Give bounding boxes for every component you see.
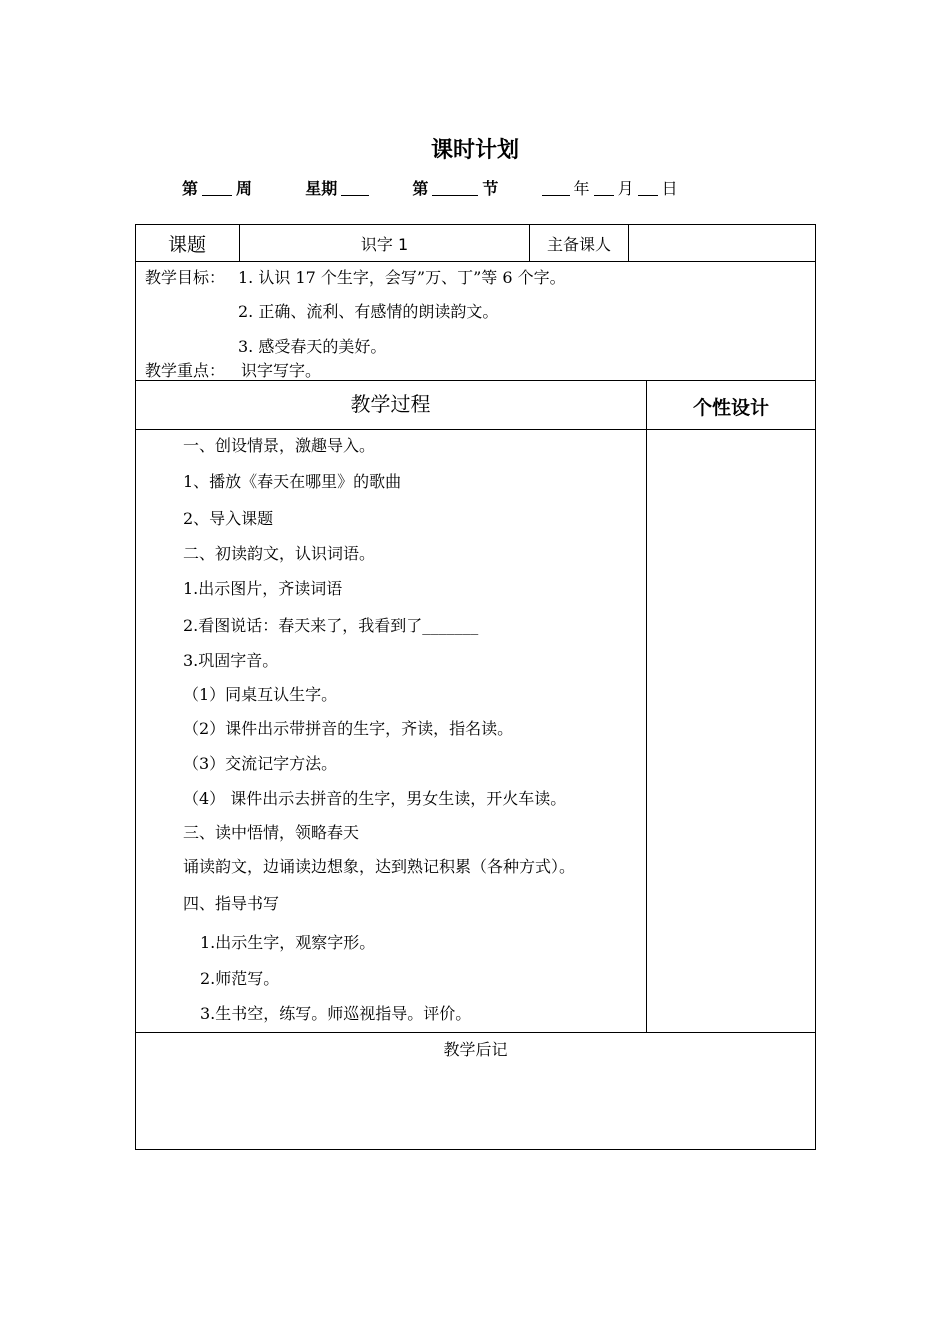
personal-design-header: 个性设计	[692, 397, 769, 419]
process-line: 3.生书空，练写。师巡视指导。评价。	[200, 1004, 472, 1023]
year-label: 年	[573, 179, 590, 198]
year-blank[interactable]	[542, 179, 570, 196]
process-line: 1.出示图片，齐读词语	[183, 579, 343, 598]
month-label: 月	[617, 179, 634, 198]
process-line: 2、导入课题	[183, 509, 274, 528]
process-line: 一、创设情景，激趣导入。	[183, 436, 376, 455]
month-blank[interactable]	[594, 179, 614, 196]
weekday-blank[interactable]	[341, 179, 369, 196]
process-line: （1）同桌互认生字。	[183, 685, 338, 704]
day-label: 日	[661, 179, 678, 198]
process-line: 二、初读韵文，认识词语。	[183, 544, 376, 563]
objectives-label: 教学目标：	[145, 268, 226, 287]
objective-item: 3. 感受春天的美好。	[238, 337, 387, 356]
week-suffix: 周	[236, 179, 253, 198]
topic-label: 课题	[167, 234, 206, 256]
process-line: 2.师范写。	[200, 969, 280, 988]
process-line: （2）课件出示带拼音的生字，齐读，指名读。	[183, 719, 514, 738]
process-line: 诵读韵文，边诵读边想象，达到熟记积累（各种方式）。	[183, 857, 576, 876]
process-line: 3.巩固字音。	[183, 651, 279, 670]
process-line: 1.出示生字，观察字形。	[200, 933, 376, 952]
topic-value[interactable]: 识字 1	[360, 235, 409, 254]
process-line: （3）交流记字方法。	[183, 754, 338, 773]
objective-item: 1. 认识 17 个生字，会写”万、丁”等 6 个字。	[238, 268, 566, 287]
process-line: 1、播放《春天在哪里》的歌曲	[183, 472, 402, 491]
process-line: 2.看图说话：春天来了，我看到了_______	[183, 616, 479, 635]
process-line: 四、指导书写	[183, 894, 280, 913]
date-line	[182, 176, 682, 199]
week-blank[interactable]	[202, 179, 232, 196]
day-blank[interactable]	[638, 179, 658, 196]
period-prefix: 第	[412, 179, 429, 198]
period-blank[interactable]	[432, 179, 478, 196]
period-suffix: 节	[482, 179, 499, 198]
key-points-label: 教学重点：	[145, 361, 226, 380]
lead-teacher-label: 主备课人	[546, 235, 611, 254]
process-line: （4） 课件出示去拼音的生字，男女生读，开火车读。	[183, 789, 567, 808]
week-prefix: 第	[182, 179, 199, 198]
process-header: 教学过程	[350, 392, 431, 416]
afterword-content-area[interactable]	[140, 1062, 810, 1144]
objective-item: 2. 正确、流利、有感情的朗读韵文。	[238, 302, 499, 321]
weekday-label: 星期	[305, 179, 338, 198]
page-title: 课时计划	[430, 138, 519, 163]
key-points-value: 识字写字。	[241, 361, 322, 380]
afterword-label: 教学后记	[443, 1040, 508, 1059]
process-line: 三、读中悟情，领略春天	[183, 823, 360, 842]
